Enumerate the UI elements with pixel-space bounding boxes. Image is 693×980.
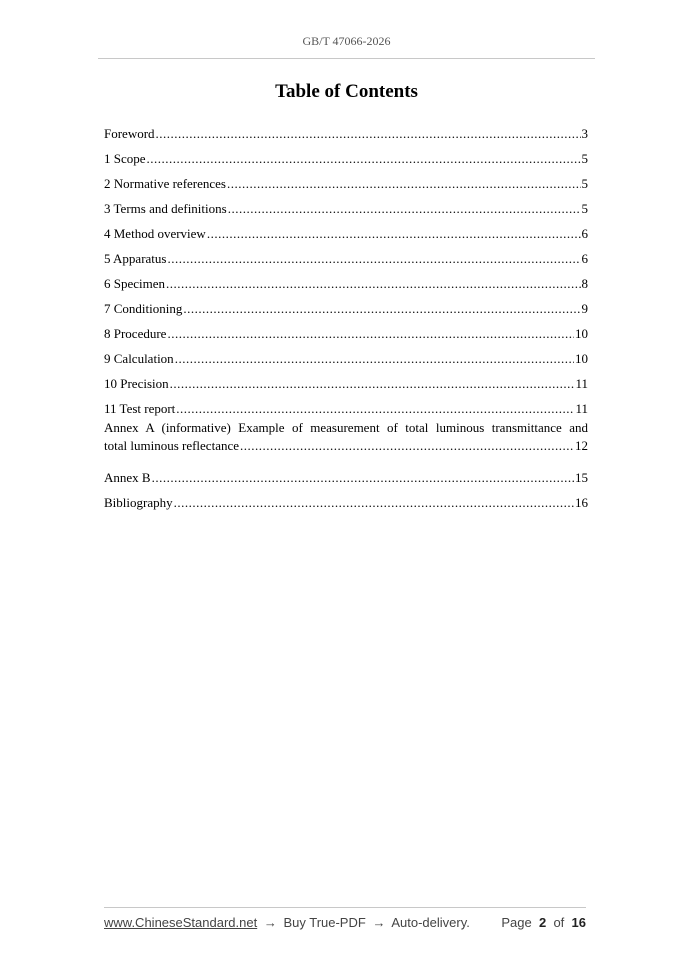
current-page: 2 — [538, 915, 547, 930]
footer-divider — [104, 907, 586, 908]
toc-dot-leader — [170, 375, 575, 393]
toc-entry-test-report[interactable] — [104, 393, 588, 418]
toc-entry-label: 10 Precision — [104, 376, 169, 391]
page-title: Table of Contents — [275, 81, 418, 102]
page-number — [501, 915, 586, 930]
toc-entry-label-line2: total luminous reflectance — [104, 438, 240, 453]
buy-true-pdf-text: Buy True-PDF — [283, 915, 366, 930]
toc-dot-leader — [176, 400, 574, 418]
toc-entry-page: 10 — [575, 326, 588, 341]
toc-entry-page: 11 — [575, 401, 588, 416]
toc-entry-apparatus[interactable] — [104, 243, 588, 268]
toc-entry-page: 11 — [575, 376, 588, 391]
toc-entry-page: 6 — [581, 251, 588, 266]
toc-dot-leader — [147, 150, 581, 168]
toc-dot-leader — [240, 437, 574, 455]
toc-entry-label: 8 Procedure — [104, 326, 167, 341]
of-word: of — [553, 915, 565, 930]
toc-entry-label: 1 Scope — [104, 151, 146, 166]
toc-entry-page: 8 — [581, 276, 588, 291]
header-divider — [98, 58, 595, 59]
toc-entry-page: 9 — [581, 301, 588, 316]
toc-dot-leader — [228, 200, 581, 218]
site-link[interactable]: www.ChineseStandard.net — [104, 915, 258, 930]
toc-entry-label: 6 Specimen — [104, 276, 166, 291]
toc-entry-label: 9 Calculation — [104, 351, 174, 366]
toc-entry-precision[interactable] — [104, 368, 588, 393]
toc-entry-bibliography[interactable] — [104, 487, 588, 512]
toc-entry-label: Annex B — [104, 470, 151, 485]
toc-dot-leader — [167, 325, 574, 343]
toc-entry-specimen[interactable] — [104, 268, 588, 293]
toc-dot-leader — [183, 300, 580, 318]
toc-entry-label-line1: Annex A (informative) Example of measurement of total luminous transmittance and — [104, 420, 588, 435]
toc-dot-leader — [152, 469, 574, 487]
toc-entry-label: 11 Test report — [104, 401, 176, 416]
toc-entry-page: 12 — [575, 438, 588, 453]
toc-entry-label: 3 Terms and definitions — [104, 201, 227, 216]
toc-entry-terms-and-definitions[interactable] — [104, 193, 588, 218]
toc-entry-calculation[interactable] — [104, 343, 588, 368]
right-arrow-icon: → — [372, 915, 386, 930]
footer-promo — [104, 915, 470, 930]
toc-dot-leader — [166, 275, 580, 293]
toc-entry-procedure[interactable] — [104, 318, 588, 343]
toc-entry-page: 5 — [581, 176, 588, 191]
toc-entry-page: 5 — [581, 201, 588, 216]
toc-dot-leader — [156, 125, 581, 143]
toc-entry-line2 — [104, 437, 588, 455]
toc-entry-normative-references[interactable] — [104, 168, 588, 193]
toc-entry-label: 5 Apparatus — [104, 251, 167, 266]
toc-entry-label: 7 Conditioning — [104, 301, 183, 316]
toc-entry-annex-a[interactable] — [104, 418, 588, 462]
toc-entry-scope[interactable] — [104, 143, 588, 168]
toc-dot-leader — [174, 494, 574, 512]
right-arrow-icon: → — [263, 915, 277, 930]
toc-entry-annex-b[interactable] — [104, 462, 588, 487]
toc-entry-page: 3 — [581, 126, 588, 141]
toc-entry-method-overview[interactable] — [104, 218, 588, 243]
toc-entry-page: 15 — [575, 470, 588, 485]
toc-entry-label: 4 Method overview — [104, 226, 206, 241]
toc-entry-label: Bibliography — [104, 495, 173, 510]
page-word: Page — [501, 915, 532, 930]
total-pages: 16 — [571, 915, 586, 930]
document-code-header: GB/T 47066-2026 — [302, 34, 391, 48]
toc-dot-leader — [227, 175, 581, 193]
auto-delivery-text: Auto-delivery. — [391, 915, 470, 930]
toc-dot-leader — [175, 350, 574, 368]
toc-entry-page: 16 — [575, 495, 588, 510]
table-of-contents — [104, 118, 588, 512]
page-footer — [104, 915, 586, 933]
toc-entry-conditioning[interactable] — [104, 293, 588, 318]
toc-dot-leader — [207, 225, 581, 243]
toc-entry-page: 5 — [581, 151, 588, 166]
toc-entry-label: Foreword — [104, 126, 155, 141]
toc-entry-foreword[interactable] — [104, 118, 588, 143]
toc-entry-page: 10 — [575, 351, 588, 366]
toc-entry-page: 6 — [581, 226, 588, 241]
toc-entry-label: 2 Normative references — [104, 176, 226, 191]
toc-dot-leader — [167, 250, 580, 268]
